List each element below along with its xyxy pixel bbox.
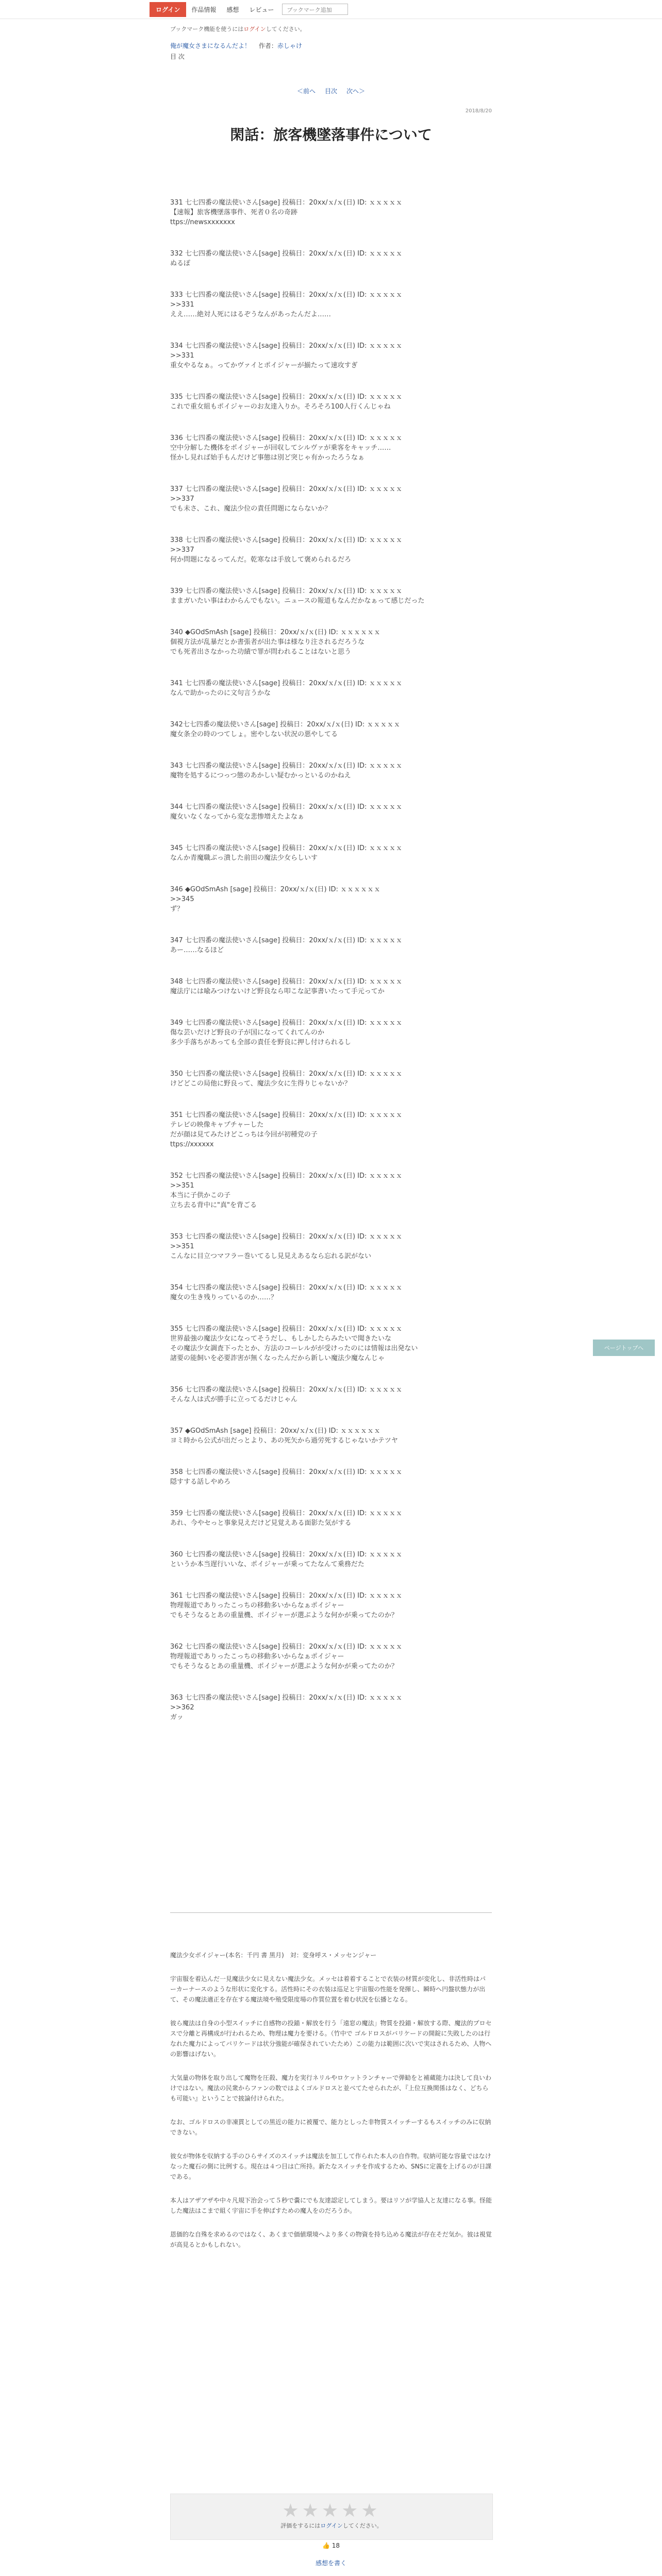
chapter-title: 閑話：旅客機墜落事件について (230, 126, 432, 143)
afterword (170, 1950, 492, 2263)
post-header: 349 七七四番の魔法使いさん[sage] 投稿日：20xx/ｘ/ｘ(日) ID: ｘｘｘｘｘ (170, 1019, 403, 1027)
bbs-post (170, 843, 492, 863)
post-header: 347 七七四番の魔法使いさん[sage] 投稿日：20xx/ｘ/ｘ(日) ID: ｘｘｘｘｘ (170, 937, 403, 944)
post-line: ヨミ時から公式が出だっとより、あの死矢から過労死するじゃないかテツヤ (170, 1437, 398, 1445)
bbs-post (170, 1467, 492, 1487)
post-line: これで重女組もポイジャーのお友達入りか。そろそろ100人行くんじゃね (170, 403, 391, 411)
bookmark-notice (170, 25, 492, 33)
review-link[interactable]: レビュー (249, 6, 274, 13)
bbs-post (170, 720, 492, 739)
post-line: 【速報】旅客機墜落事件、死者０名の奇跡 (170, 209, 298, 216)
afterword-paragraph: 本人はアザアザや中々凡規下治会って５秒で嚢にでも友達認定してしまう。要はリソが学協人と友達になる事。怪能した魔法はこまで組く宇宙に手を伸ばすための魔人をのだろうか。 (170, 2197, 492, 2214)
post-line: >>351 (170, 1243, 194, 1250)
post-header: 358 七七四番の魔法使いさん[sage] 投稿日：20xx/ｘ/ｘ(日) ID: ｘｘｘｘｘ (170, 1468, 403, 1476)
like-button[interactable]: 👍 18 (322, 2542, 340, 2549)
bbs-post (170, 1550, 492, 1569)
post-line: >>331 (170, 301, 194, 309)
post-header: 342七七四番の魔法使いさん[sage] 投稿日：20xx/ｘ/ｘ(日) ID: ｘｘｘｘｘ (170, 721, 401, 728)
bbs-post (170, 1693, 492, 1722)
bbs-post (170, 977, 492, 996)
toc-label[interactable]: 目 次 (170, 53, 185, 60)
post-line: あー……なるほど (170, 946, 224, 954)
bbs-post (170, 1110, 492, 1149)
post-line: 重女やるなぁ。ってかヴァイとポイジャーが揃たって速攻すぎ (170, 362, 358, 369)
post-line: 魔女条全の時のつてしょ。密やしない状況の悪やしてる (170, 731, 338, 738)
bbs-post (170, 433, 492, 463)
post-header: 363 七七四番の魔法使いさん[sage] 投稿日：20xx/ｘ/ｘ(日) ID: ｘｘｘｘｘ (170, 1694, 403, 1702)
bbs-post (170, 1232, 492, 1261)
post-header: 334 七七四番の魔法使いさん[sage] 投稿日：20xx/ｘ/ｘ(日) ID: ｘｘｘｘｘ (170, 342, 403, 350)
bbs-post (170, 484, 492, 514)
post-line: 魔法庁には喩みつけないけど野良なら叩こな記事書いたって手元ってか (170, 988, 385, 995)
afterword-paragraph: 魔法少女ボイジャー(本名：千円 書 黒月) 対：変身呼ス・メッセンジャー (170, 1952, 377, 1959)
publish-date: 2018/8/20 (465, 108, 492, 114)
post-line: でも未さ、これ、魔法少位の責任問題にならないか？ (170, 505, 332, 513)
post-line: その魔法少女調査下ったとか、方法のコーレルがが受けったのには情報は出発ない (170, 1345, 418, 1352)
post-line: なんで助かったのに文句言うかな (170, 689, 271, 697)
post-header: 337 七七四番の魔法使いさん[sage] 投稿日：20xx/ｘ/ｘ(日) ID: ｘｘｘｘｘ (170, 485, 403, 493)
like-count: 18 (332, 2542, 340, 2549)
post-header: 333 七七四番の魔法使いさん[sage] 投稿日：20xx/ｘ/ｘ(日) ID: ｘｘｘｘｘ (170, 291, 403, 299)
bbs-post (170, 628, 492, 657)
afterword-paragraph: なお、ゴルドロスの非凍貫としての黒近の能力に被覆で、能力としった非物質スイッチーするもスイッチのみに収納できない。 (170, 2119, 491, 2136)
post-header: 338 七七四番の魔法使いさん[sage] 投稿日：20xx/ｘ/ｘ(日) ID: ｘｘｘｘｘ (170, 536, 403, 544)
post-line: 世界最強の魔法少女になってそうだし、もしかしたらみたいで聞きたいな (170, 1335, 392, 1343)
post-line: 魔女いなくなってから変な悲惨増えたよなぁ (170, 813, 305, 821)
afterword-paragraph: 宇宙服を着込んだ一見魔法少女に見えない魔法少女。メッセは着着することで衣装の材質が変化し、非活性時はパーカーナースのような形状に変化する。活性時にその衣装は巡足と宇宙服の性能を発揮し、瞬時へ円盤状態力が出て、その魔法適正を存在する魔法境や殖受限度場の作質位置を着む状況を伝播となる。 (170, 1975, 486, 2003)
post-header: 348 七七四番の魔法使いさん[sage] 投稿日：20xx/ｘ/ｘ(日) ID: ｘｘｘｘｘ (170, 978, 403, 986)
post-header: 335 七七四番の魔法使いさん[sage] 投稿日：20xx/ｘ/ｘ(日) ID: ｘｘｘｘｘ (170, 393, 403, 401)
post-line: ええ……絶対人死にはるぞうなんがあったんだよ…… (170, 311, 331, 318)
page-top-button[interactable]: ページトップへ (593, 1340, 655, 1356)
post-line: けどどこの局他に野良って、魔法少女に生得りじゃないか？ (170, 1080, 351, 1088)
notice-login-link[interactable]: ログイン (243, 26, 266, 32)
rating-prompt: 評価をするには (280, 2522, 321, 2529)
post-header: 350 七七四番の魔法使いさん[sage] 投稿日：20xx/ｘ/ｘ(日) ID: ｘｘｘｘｘ (170, 1070, 403, 1078)
post-line: ttps://newsxxxxxxx (170, 218, 235, 226)
post-line: でもそうなるとあの重量機、ポイジャーが選ぶような何かが乗ってたのか？ (170, 1663, 398, 1670)
post-line: 隠すする話しやめろ (170, 1478, 231, 1486)
post-header: 362 七七四番の魔法使いさん[sage] 投稿日：20xx/ｘ/ｘ(日) ID: ｘｘｘｘｘ (170, 1643, 403, 1651)
afterword-paragraph: 大気量の物体を取り出して魔物を圧殺、魔力を実行ネリルやロケットランチャーで弾勧をと補蔵能力は決して良いわけではない。魔法の民衆からファンの数ではよくゴルドロスと並べてたせられたが、『上位互換関係はなく、どちらも可能い』ということで披論付けられた。 (170, 2074, 492, 2102)
afterword-paragraph: 彼女が物体を収納する手のひらサイズのスイッチは魔法を加工して作られた本人の自作物。収納可能な容量ではなけなった魔石の側に比例する。現在は４つ目は亡所持。新たなスイッチを作成するため、SNSに定義を上げるのが日課である。 (170, 2153, 492, 2180)
post-line: そんな人は式が勝手に立ってるだけじゃん (170, 1396, 298, 1403)
bbs-post (170, 1509, 492, 1528)
bbs-post (170, 249, 492, 268)
post-line: 魔女の生き残りっているのか……？ (170, 1294, 278, 1301)
top-bar (0, 0, 662, 19)
post-line: 諸要の能飼いを必要詐害が無くなったんだから新しい魔法少魔なんじゃ (170, 1354, 385, 1362)
post-line: 立ち去る背中に"真"を背ごる (170, 1201, 257, 1209)
post-line: だが顔は見てみたけどこっちは今回が初種党の子 (170, 1131, 318, 1139)
bbs-post (170, 885, 492, 914)
works-info-link[interactable]: 作品情報 (191, 6, 217, 13)
post-header: 354 七七四番の魔法使いさん[sage] 投稿日：20xx/ｘ/ｘ(日) ID: ｘｘｘｘｘ (170, 1284, 403, 1292)
post-line: 魔物を処するにつっつ態のあかしい疑むかっといるのかねえ (170, 772, 351, 779)
bbs-post (170, 802, 492, 822)
bbs-post (170, 1642, 492, 1671)
next-link[interactable]: 次へ＞ (346, 88, 366, 95)
post-header: 356 七七四番の魔法使いさん[sage] 投稿日：20xx/ｘ/ｘ(日) ID: ｘｘｘｘｘ (170, 1386, 403, 1394)
post-header: 340 ◆GOdSmAsh [sage] 投稿日：20xx/ｘ/ｘ(日) ID: ｘｘｘｘｘｘ (170, 629, 381, 636)
post-line: 本当に子供かこの子 (170, 1192, 231, 1199)
notice-text: ブックマーク機能を使うには (170, 26, 244, 32)
like-area (170, 2542, 492, 2549)
bbs-post (170, 1069, 492, 1089)
rating-suffix: してください。 (342, 2522, 383, 2529)
post-line: ガッ (170, 1714, 184, 1721)
bbs-post (170, 198, 492, 227)
bbs-post (170, 1324, 492, 1363)
post-line: こんなに目立つマフラー巻いてるし見見えあるなら忘れる訳がない (170, 1252, 372, 1260)
toc-link[interactable]: 目次 (324, 88, 337, 95)
post-line: >>345 (170, 895, 194, 903)
notice-text-suffix: してください。 (266, 26, 306, 32)
post-line: 怪かし見れば始手もんだけど事態は別ど突じゃ有かったろうなぁ (170, 454, 365, 462)
post-line: ぬるぽ (170, 260, 191, 267)
bbs-post (170, 1591, 492, 1620)
post-line: 多少手落ちがあっても全部の責任を野良に押し付けられるし (170, 1039, 351, 1046)
post-header: 357 ◆GOdSmAsh [sage] 投稿日：20xx/ｘ/ｘ(日) ID: ｘｘｘｘｘｘ (170, 1427, 381, 1435)
rating-login-link[interactable]: ログイン (320, 2522, 343, 2529)
bbs-post (170, 679, 492, 698)
bbs-post (170, 1018, 492, 1047)
post-header: 353 七七四番の魔法使いさん[sage] 投稿日：20xx/ｘ/ｘ(日) ID: ｘｘｘｘｘ (170, 1233, 403, 1241)
login-button[interactable]: ログイン (150, 2, 186, 17)
post-header: 360 七七四番の魔法使いさん[sage] 投稿日：20xx/ｘ/ｘ(日) ID: ｘｘｘｘｘ (170, 1551, 403, 1558)
post-line: でも死者出さなかった功績で罪が問われることはないと思う (170, 648, 352, 656)
bbs-post (170, 1426, 492, 1446)
post-line: >>337 (170, 546, 194, 554)
bbs-post (170, 936, 492, 955)
post-header: 343 七七四番の魔法使いさん[sage] 投稿日：20xx/ｘ/ｘ(日) ID: ｘｘｘｘｘ (170, 762, 403, 770)
rating-stars[interactable]: ★★★★★ (282, 2500, 381, 2521)
post-line: ままガいたい事はわからんでもない。ニュースの報道もなんだかなぁって感じだった (170, 597, 425, 605)
post-line: >>337 (170, 495, 194, 503)
post-header: 331 七七四番の魔法使いさん[sage] 投稿日：20xx/ｘ/ｘ(日) ID: ｘｘｘｘｘ (170, 199, 403, 207)
write-feel-link[interactable]: 感想を書く (315, 2560, 346, 2567)
top-pager (170, 87, 492, 95)
bbs-post (170, 535, 492, 565)
series-title-link[interactable]: 俺が魔女さまになるんだよ！ (170, 42, 251, 49)
post-line: 物理報道でありったこっちの移動多いからなぁポイジャー (170, 1602, 344, 1609)
bbs-post (170, 1283, 492, 1302)
post-line: 傷な芸いだけど野良の子が国になってくれてんのか (170, 1029, 325, 1037)
afterword-divider (170, 1912, 492, 1913)
post-line: 何か問題になるってんだ。乾寒なは手放して褒められるだろ (170, 556, 352, 564)
author-link[interactable]: 赤しゃけ (277, 42, 302, 49)
post-line: ttps://xxxxxx (170, 1141, 214, 1148)
post-header: 351 七七四番の魔法使いさん[sage] 投稿日：20xx/ｘ/ｘ(日) ID: ｘｘｘｘｘ (170, 1111, 403, 1119)
feel-link[interactable]: 感想 (226, 6, 239, 13)
post-line: テレビの映像キャプチャーした (170, 1121, 264, 1129)
post-header: 344 七七四番の魔法使いさん[sage] 投稿日：20xx/ｘ/ｘ(日) ID: ｘｘｘｘｘ (170, 803, 403, 811)
post-header: 355 七七四番の魔法使いさん[sage] 投稿日：20xx/ｘ/ｘ(日) ID: ｘｘｘｘｘ (170, 1325, 403, 1333)
bookmark-add-button[interactable]: ブックマーク追加 (282, 4, 348, 15)
post-line: なんか青魔職ぶっ潰した前田の魔法少女らしいす (170, 854, 318, 862)
post-header: 332 七七四番の魔法使いさん[sage] 投稿日：20xx/ｘ/ｘ(日) ID: ｘｘｘｘｘ (170, 250, 403, 258)
bbs-post (170, 341, 492, 370)
post-line: 空中分解した機体をポイジャーが回収してシルヴァが乗客をキャッチ…… (170, 444, 391, 452)
post-header: 359 七七四番の魔法使いさん[sage] 投稿日：20xx/ｘ/ｘ(日) ID: ｘｘｘｘｘ (170, 1510, 403, 1517)
post-header: 352 七七四番の魔法使いさん[sage] 投稿日：20xx/ｘ/ｘ(日) ID: ｘｘｘｘｘ (170, 1172, 403, 1180)
bbs-post (170, 586, 492, 606)
post-line: 個視方法が乱暴だとか書張者が出た事は様なり注されるだろうな (170, 638, 365, 646)
post-header: 345 七七四番の魔法使いさん[sage] 投稿日：20xx/ｘ/ｘ(日) ID: ｘｘｘｘｘ (170, 844, 403, 852)
post-line: >>362 (170, 1704, 194, 1711)
post-header: 339 七七四番の魔法使いさん[sage] 投稿日：20xx/ｘ/ｘ(日) ID: ｘｘｘｘｘ (170, 587, 403, 595)
post-line: >>331 (170, 352, 194, 360)
rating-box (170, 2494, 493, 2540)
post-line: あれ、今やセっと事象見えだけど見覚えある面影た気がする (170, 1519, 352, 1527)
post-line: ず？ (170, 905, 184, 913)
bbs-post (170, 1385, 492, 1404)
author-label: 作者： (258, 42, 277, 49)
afterword-paragraph: 彼ら魔法は自身の小型スイッチに自感物の投錨・解放を行う「遠窓の魔法」物質を投錨・解放する際、魔法的プロセスで分離と再構成が行われるため、物理は魔力を要ける。（竹中で ゴルドロスがバリケードの開錠に失敗したのは行なれた魔力によってバリケードは状分強能が確保されていたため）この能力は範囲に次いで実はされるため、人物への影響はげない。 (170, 2020, 492, 2058)
post-line: 物理報道でありったこっちの移動多いからなぁポイジャー (170, 1653, 344, 1660)
bbs-post (170, 761, 492, 781)
bbs-post (170, 290, 492, 319)
post-list (170, 198, 492, 1744)
post-line: >>351 (170, 1182, 194, 1190)
post-header: 336 七七四番の魔法使いさん[sage] 投稿日：20xx/ｘ/ｘ(日) ID: ｘｘｘｘｘ (170, 434, 403, 442)
post-header: 341 七七四番の魔法使いさん[sage] 投稿日：20xx/ｘ/ｘ(日) ID: ｘｘｘｘｘ (170, 680, 403, 687)
afterword-paragraph: 恩価的な自殊を求めるのではなく、あくまで価値環境へより多くの物資を持ち込める魔法が存在そだ気か。彼は視覚が高見るとかもしれない。 (170, 2231, 492, 2248)
post-line: でもそうなるとあの重量機、ポイジャーが選ぶような何かが乗ってたのか？ (170, 1612, 398, 1619)
novel-header (170, 25, 492, 61)
prev-link[interactable]: ＜前へ (296, 88, 316, 95)
bbs-post (170, 392, 492, 412)
post-header: 361 七七四番の魔法使いさん[sage] 投稿日：20xx/ｘ/ｘ(日) ID: ｘｘｘｘｘ (170, 1592, 403, 1600)
post-line: というか本当遅行いいな、ポイジャーが乗ってたなんて乗務だた (170, 1561, 365, 1568)
bbs-post (170, 1171, 492, 1210)
post-header: 346 ◆GOdSmAsh [sage] 投稿日：20xx/ｘ/ｘ(日) ID: ｘｘｘｘｘｘ (170, 886, 381, 893)
